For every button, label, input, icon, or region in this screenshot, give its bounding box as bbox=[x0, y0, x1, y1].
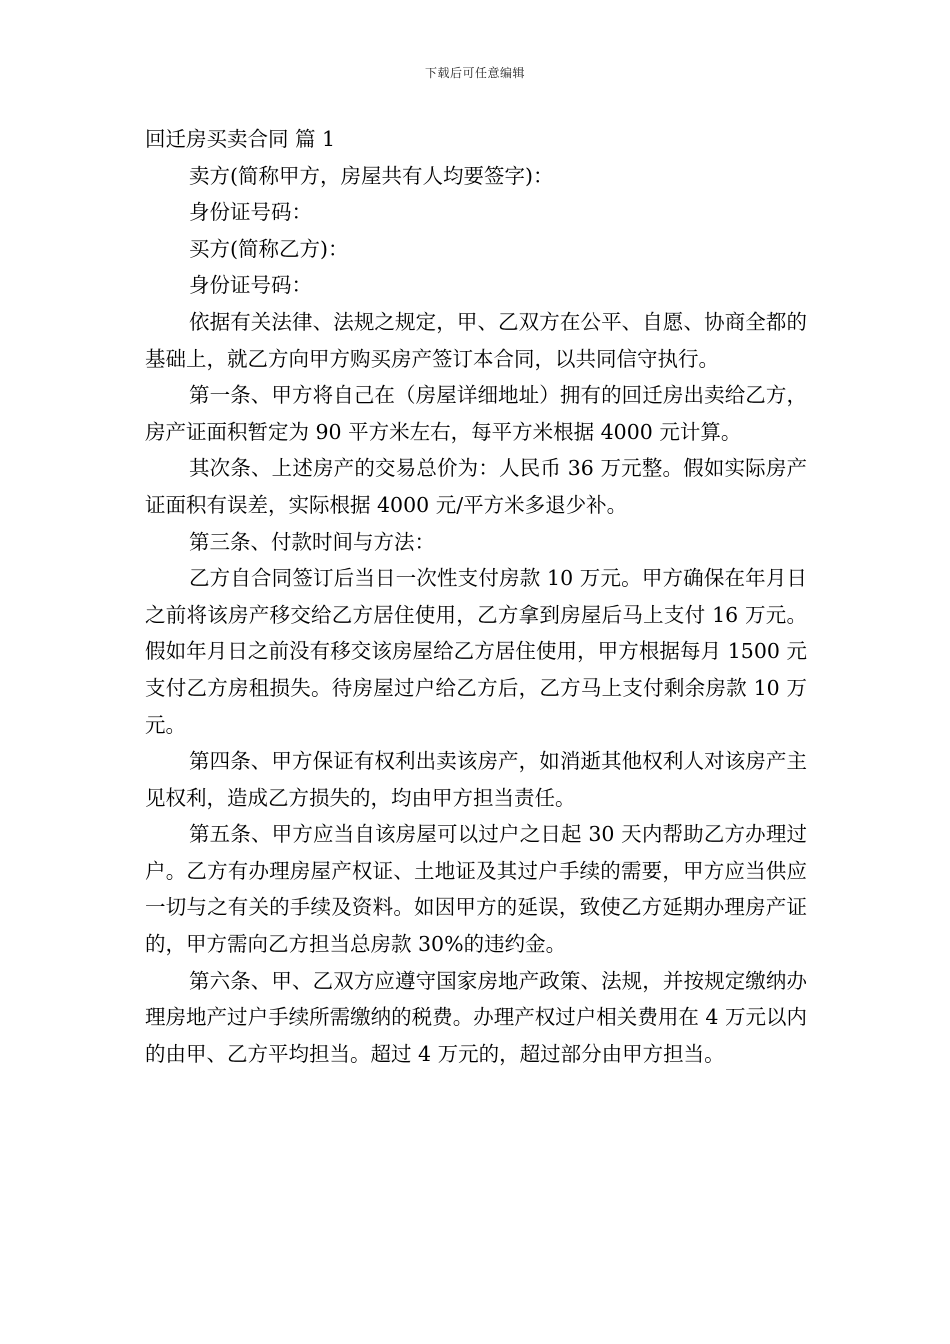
seller-line: 卖方(简称甲方，房屋共有人均要签字)： bbox=[189, 163, 554, 188]
article-3-body: 乙方自合同签订后当日一次性支付房款 10 万元。甲方确保在年月日之前将该房产移交给乙方居住使用，乙方拿到房屋后马上支付 16 万元。假如年月日之前没有移交该房屋给乙方居住使用，甲方根据每月 1500 元支付乙方房租损失。待房屋过户给乙方后，乙方马上支付剩余房款 10 万元。 bbox=[145, 566, 807, 737]
buyer-id-line: 身份证号码： bbox=[189, 273, 312, 298]
buyer-line: 买方(简称乙方)： bbox=[189, 236, 349, 261]
seller-id-line: 身份证号码： bbox=[189, 200, 312, 225]
article-1: 第一条、甲方将自己在（房屋详细地址）拥有的回迁房出卖给乙方，房产证面积暂定为 90 平方米左右，每平方米根据 4000 元计算。 bbox=[145, 383, 807, 444]
page-header-note: 下载后可任意编辑 bbox=[424, 66, 525, 80]
article-3-heading: 第三条、付款时间与方法： bbox=[189, 529, 435, 554]
article-2: 其次条、上述房产的交易总价为：人民币 36 万元整。假如实际房产证面积有误差，实际根据 4000 元/平方米多退少补。 bbox=[145, 456, 807, 517]
article-4: 第四条、甲方保证有权利出卖该房产，如消逝其他权利人对该房产主见权利，造成乙方损失的，均由甲方担当责任。 bbox=[145, 749, 807, 810]
preamble-paragraph: 依据有关法律、法规之规定，甲、乙双方在公平、自愿、协商全都的基础上，就乙方向甲方购买房产签订本合同，以共同信守执行。 bbox=[145, 309, 807, 371]
document-title: 回迁房买卖合同 篇 1 bbox=[145, 127, 336, 151]
article-5: 第五条、甲方应当自该房屋可以过户之日起 30 天内帮助乙方办理过户。乙方有办理房屋产权证、土地证及其过户手续的需要，甲方应当供应一切与之有关的手续及资料。如因甲方的延误，致使乙方延期办理房产证的，甲方需向乙方担当总房款 30%的违约金。 bbox=[145, 822, 807, 957]
article-6: 第六条、甲、乙双方应遵守国家房地产政策、法规，并按规定缴纳办理房地产过户手续所需缴纳的税费。办理产权过户相关费用在 4 万元以内的由甲、乙方平均担当。超过 4 万元的，超过部分由甲方担当。 bbox=[145, 968, 807, 1066]
document-body bbox=[145, 121, 807, 1072]
